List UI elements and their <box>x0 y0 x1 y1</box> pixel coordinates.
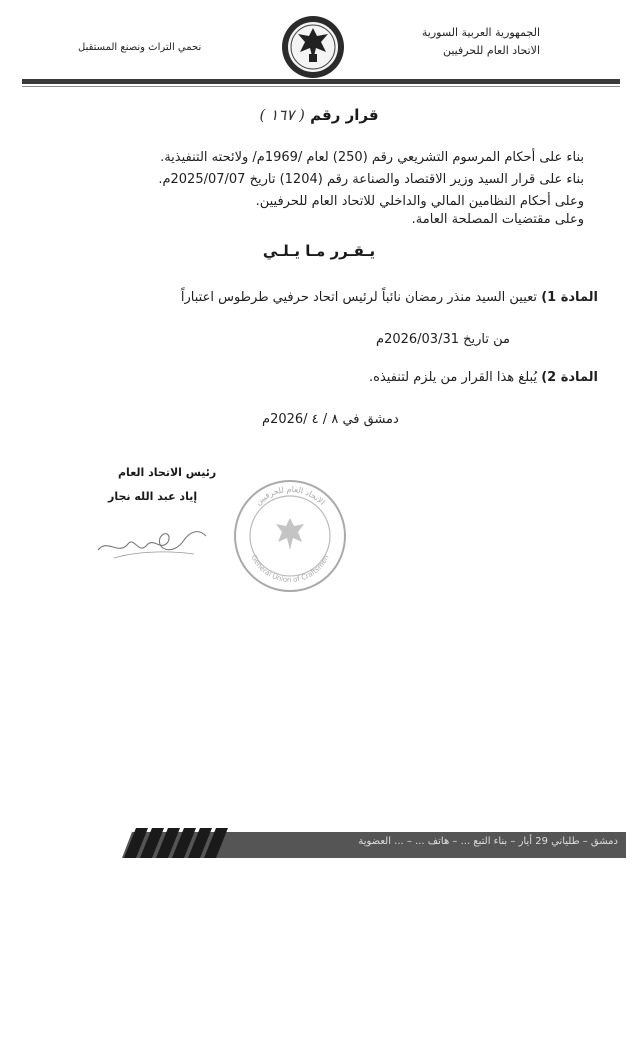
article-text: تعيين السيد منذر رمضان نائباً لرئيس اتحاد حرفيي طرطوس اعتباراً <box>180 290 538 305</box>
article-label: المادة 1) <box>541 290 598 305</box>
issue-date <box>262 412 399 427</box>
article-text: يُبلغ هذا القرار من يلزم لتنفيذه. <box>369 370 538 385</box>
slogan: نحمي التراث ونصنع المستقبل <box>78 42 202 53</box>
stamp-text-top: الاتحاد العام للحرفيين <box>253 484 327 507</box>
article-1 <box>181 290 598 305</box>
decision-title-label: قرار رقم <box>310 106 379 124</box>
union-name: الاتحاد العام للحرفيين <box>442 44 540 57</box>
decision-title <box>0 106 638 124</box>
decides-heading: يـقـرر مـا يـلـي <box>262 242 376 260</box>
footer-text: دمشق – طلياني 29 أيار – بناء التبع ... – هاتف ... – ... العضوية <box>358 836 618 847</box>
article-1-continuation: من تاريخ 2026/03/31م <box>376 332 510 347</box>
syrian-eagle-emblem-icon <box>280 14 346 80</box>
article-label: المادة 2) <box>541 370 598 385</box>
date-value: ٨ / ٤ /2026م <box>262 412 339 427</box>
handwritten-signature-icon <box>94 516 214 566</box>
header-rule-thin <box>22 86 620 87</box>
official-stamp-icon <box>232 478 348 594</box>
svg-text:General Union of Craftsmen <box>250 554 331 584</box>
header-rule <box>22 79 620 84</box>
signatory-title: رئيس الاتحاد العام <box>118 466 217 479</box>
country-name: الجمهورية العربية السورية <box>421 26 540 39</box>
date-place: دمشق في <box>342 412 399 427</box>
preamble-line: وعلى مقتضيات المصلحة العامة. <box>411 212 584 227</box>
preamble-line: بناء على أحكام المرسوم التشريعي رقم (250) لعام /1969م/ ولائحته التنفيذية. <box>160 150 584 165</box>
header-block <box>422 24 540 60</box>
preamble-line: وعلى أحكام النظامين المالي والداخلي للاتحاد العام للحرفيين. <box>255 194 584 209</box>
stamp-text-bottom: General Union of Craftsmen <box>249 553 331 585</box>
preamble-line: بناء على قرار السيد وزير الاقتصاد والصناعة رقم (1204) تاريخ 2025/07/07م. <box>158 172 584 187</box>
signatory-name: إياد عبد الله نجار <box>108 490 198 503</box>
article-2 <box>369 370 598 385</box>
decision-number: ( ١٦٧ ) <box>259 106 305 124</box>
